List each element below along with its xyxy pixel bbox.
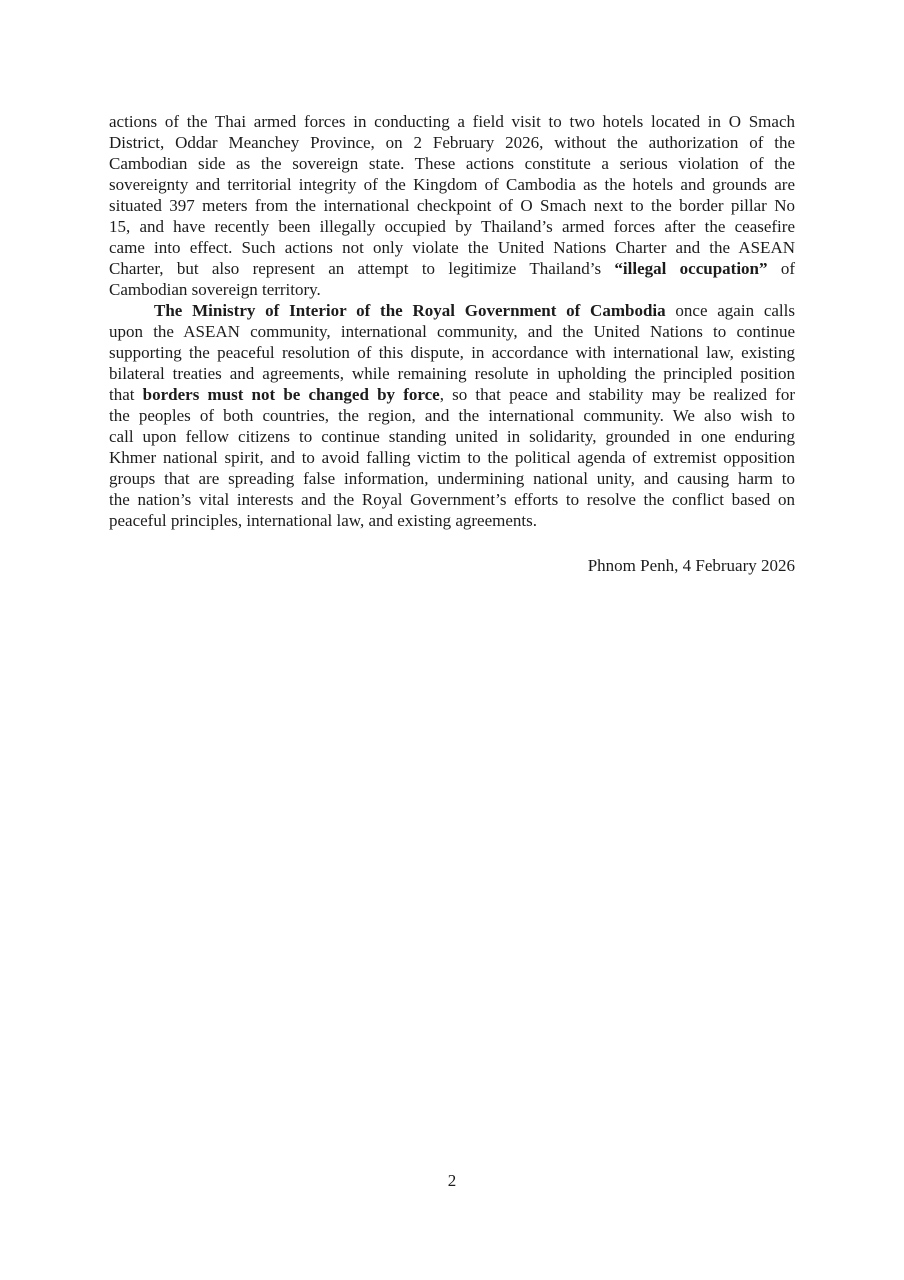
page-number: 2 (447, 1171, 457, 1190)
paragraph (109, 300, 795, 531)
text-line (109, 447, 795, 468)
text-line-content: came into effect. Such actions not only violate the United Nations Charter and the ASEAN (109, 238, 795, 257)
text-line-content: groups that are spreading false information, undermining national unity, and causing harm to (109, 469, 795, 488)
text-line (109, 111, 795, 132)
text-line (109, 237, 795, 258)
text-line (109, 258, 795, 279)
text-line-content: Khmer national spirit, and to avoid falling victim to the political agenda of extremist opposition (109, 448, 795, 467)
text-line-content: Cambodian sovereign territory. (109, 280, 321, 299)
text-line-content: peaceful principles, international law, and existing agreements. (109, 511, 537, 530)
paragraph (109, 111, 795, 300)
document-body (109, 111, 795, 576)
text-line (109, 426, 795, 447)
text-line (109, 300, 795, 321)
text-line-content: upon the ASEAN community, international community, and the United Nations to continue (109, 322, 795, 341)
text-line (109, 153, 795, 174)
text-line (109, 216, 795, 237)
text-line (109, 342, 795, 363)
text-line-content: actions of the Thai armed forces in conducting a field visit to two hotels located in O Smach (109, 112, 795, 131)
text-line (109, 405, 795, 426)
text-line (109, 384, 795, 405)
text-line (109, 468, 795, 489)
text-line (109, 510, 795, 531)
text-line (109, 195, 795, 216)
text-line (109, 489, 795, 510)
text-line-content: situated 397 meters from the international checkpoint of O Smach next to the border pillar No (109, 196, 795, 215)
text-line (109, 174, 795, 195)
text-line-content: District, Oddar Meanchey Province, on 2 February 2026, without the authorization of the (109, 133, 795, 152)
text-line-content: sovereignty and territorial integrity of the Kingdom of Cambodia as the hotels and grounds are (109, 175, 795, 194)
text-line-content: bilateral treaties and agreements, while remaining resolute in upholding the principled position (109, 364, 795, 383)
text-line-content: Cambodian side as the sovereign state. These actions constitute a serious violation of the (109, 154, 795, 173)
text-line-content: the nation’s vital interests and the Royal Government’s efforts to resolve the conflict based on (109, 490, 795, 509)
text-line-content: the peoples of both countries, the region, and the international community. We also wish to (109, 406, 795, 425)
text-line (109, 279, 795, 300)
text-line-content: Charter, but also represent an attempt to legitimize Thailand’s “illegal occupation” of (109, 259, 795, 278)
text-line-content: 15, and have recently been illegally occupied by Thailand’s armed forces after the ceasefire (109, 217, 795, 236)
text-line (109, 132, 795, 153)
text-line-content: that borders must not be changed by force, so that peace and stability may be realized for (109, 385, 795, 404)
text-line (109, 363, 795, 384)
dateline: Phnom Penh, 4 February 2026 (587, 556, 795, 575)
text-line-content: The Ministry of Interior of the Royal Government of Cambodia once again calls (154, 301, 795, 320)
text-line (109, 321, 795, 342)
text-line-content: supporting the peaceful resolution of this dispute, in accordance with international law, existing (109, 343, 795, 362)
text-line-content: call upon fellow citizens to continue standing united in solidarity, grounded in one enduring (109, 427, 795, 446)
